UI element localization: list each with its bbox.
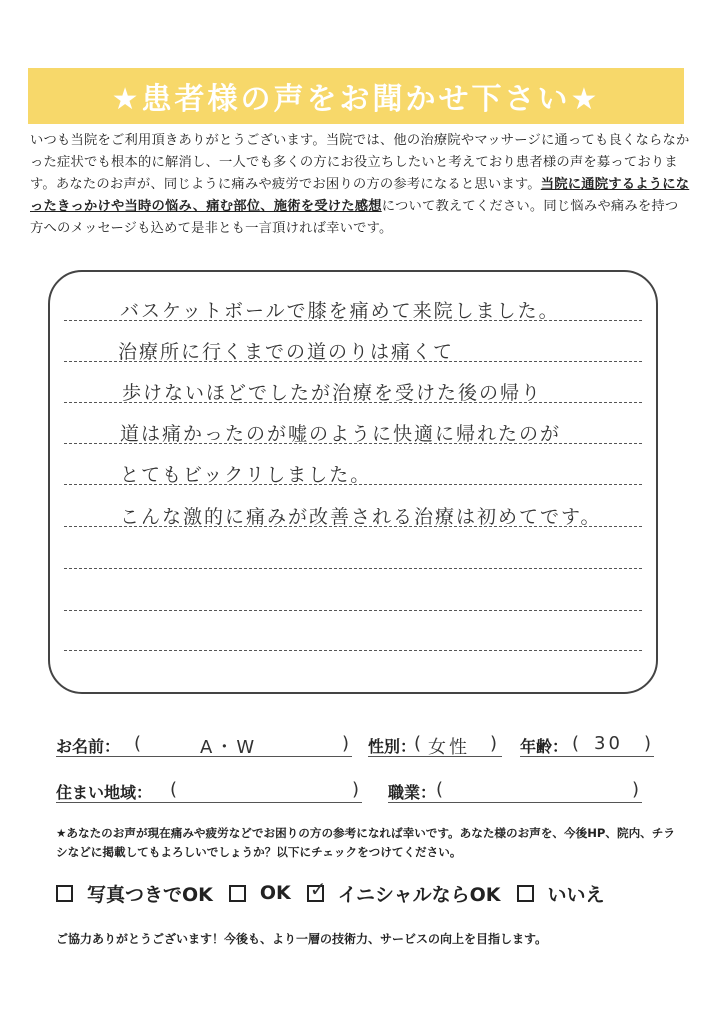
paren-open: ( xyxy=(572,733,580,754)
name-underline xyxy=(56,756,352,757)
intro-emphasis: 当院に通院するようになったきっかけや当時の悩み、痛む部位、施術を受けた感想 xyxy=(30,177,690,214)
handwritten-line: 歩けないほどでしたが治療を受けた後の帰り xyxy=(122,382,543,404)
thanks-text: ご協力ありがとうございます！今後も、より一層の技術力、サービスの向上を目指します。 xyxy=(56,932,548,946)
intro-part-2: について教えてください。同じ悩みや痛みを持つ方へのメッセージも込めて是非とも一言頂ければ幸いです。 xyxy=(30,199,679,236)
handwritten-line: とてもビックリしました。 xyxy=(120,464,372,486)
header-banner xyxy=(28,68,684,124)
paren-open: ( xyxy=(170,779,178,800)
checkbox[interactable] xyxy=(517,885,534,902)
job-label: 職業： xyxy=(388,783,437,802)
option-label: OK xyxy=(259,882,291,904)
option-ok[interactable] xyxy=(229,882,291,904)
option-photo-ok[interactable] xyxy=(56,880,213,907)
checkbox[interactable] xyxy=(229,885,246,902)
age-label: 年齢： xyxy=(520,737,569,756)
gender-value[interactable]: 女性 xyxy=(428,737,470,758)
rule-line xyxy=(64,650,642,651)
option-no[interactable] xyxy=(517,880,605,907)
paren-close: ) xyxy=(352,779,360,800)
page-title: ★患者様の声をお聞かせ下さい★ xyxy=(111,82,601,117)
area-underline xyxy=(56,802,362,803)
check-mark-icon: ✓ xyxy=(309,876,327,901)
area-label: 住まい地域： xyxy=(56,783,153,802)
option-label: 写真つきでOK xyxy=(87,883,213,906)
paren-open: ( xyxy=(134,733,142,754)
handwritten-line: バスケットボールで膝を痛めて来院しました。 xyxy=(120,300,560,322)
option-initials-ok[interactable] xyxy=(307,876,501,907)
paren-close: ) xyxy=(490,733,498,754)
name-value[interactable]: A・W xyxy=(200,737,258,758)
handwritten-line: こんな激的に痛みが改善される治療は初めてです。 xyxy=(120,506,602,528)
job-underline xyxy=(388,802,642,803)
checkbox[interactable] xyxy=(56,885,73,902)
paren-open: ( xyxy=(414,733,422,754)
rule-line xyxy=(64,568,642,569)
age-value[interactable]: 30 xyxy=(594,733,623,754)
handwritten-line: 治療所に行くまでの道のりは痛くて xyxy=(118,341,455,363)
gender-label: 性別： xyxy=(368,737,417,756)
age-underline xyxy=(520,756,654,757)
checkbox-checked[interactable] xyxy=(307,876,327,902)
paren-close: ) xyxy=(644,733,652,754)
option-label: いいえ xyxy=(547,883,605,906)
gender-underline xyxy=(368,756,502,757)
paren-open: ( xyxy=(436,779,444,800)
consent-options xyxy=(56,878,686,908)
rule-line xyxy=(64,610,642,611)
paren-close: ) xyxy=(632,779,640,800)
name-label: お名前： xyxy=(56,737,121,756)
message-box xyxy=(48,270,658,694)
option-label: イニシャルならOK xyxy=(337,883,501,906)
handwritten-line: 道は痛かったのが嘘のように快適に帰れたのが xyxy=(120,423,562,445)
intro-part-1: いつも当院をご利用頂きありがとうございます。当院では、他の治療院やマッサージに通っても良くならなかった症状でも根本的に解消し、一人でも多くの方にお役立ちしたいと考えており患者様の声を募っております。あなたのお声が、同じように痛みや疲労でお困りの方の参考になると思います。 xyxy=(30,133,690,192)
intro-text xyxy=(30,130,690,240)
paren-close: ) xyxy=(342,733,350,754)
publication-notice: ★あなたのお声が現在痛みや疲労などでお困りの方の参考になれば幸いです。あなた様のお声を、今後HP、院内、チラシなどに掲載してもよろしいでしょうか？以下にチェックをつけてください。 xyxy=(56,826,675,859)
